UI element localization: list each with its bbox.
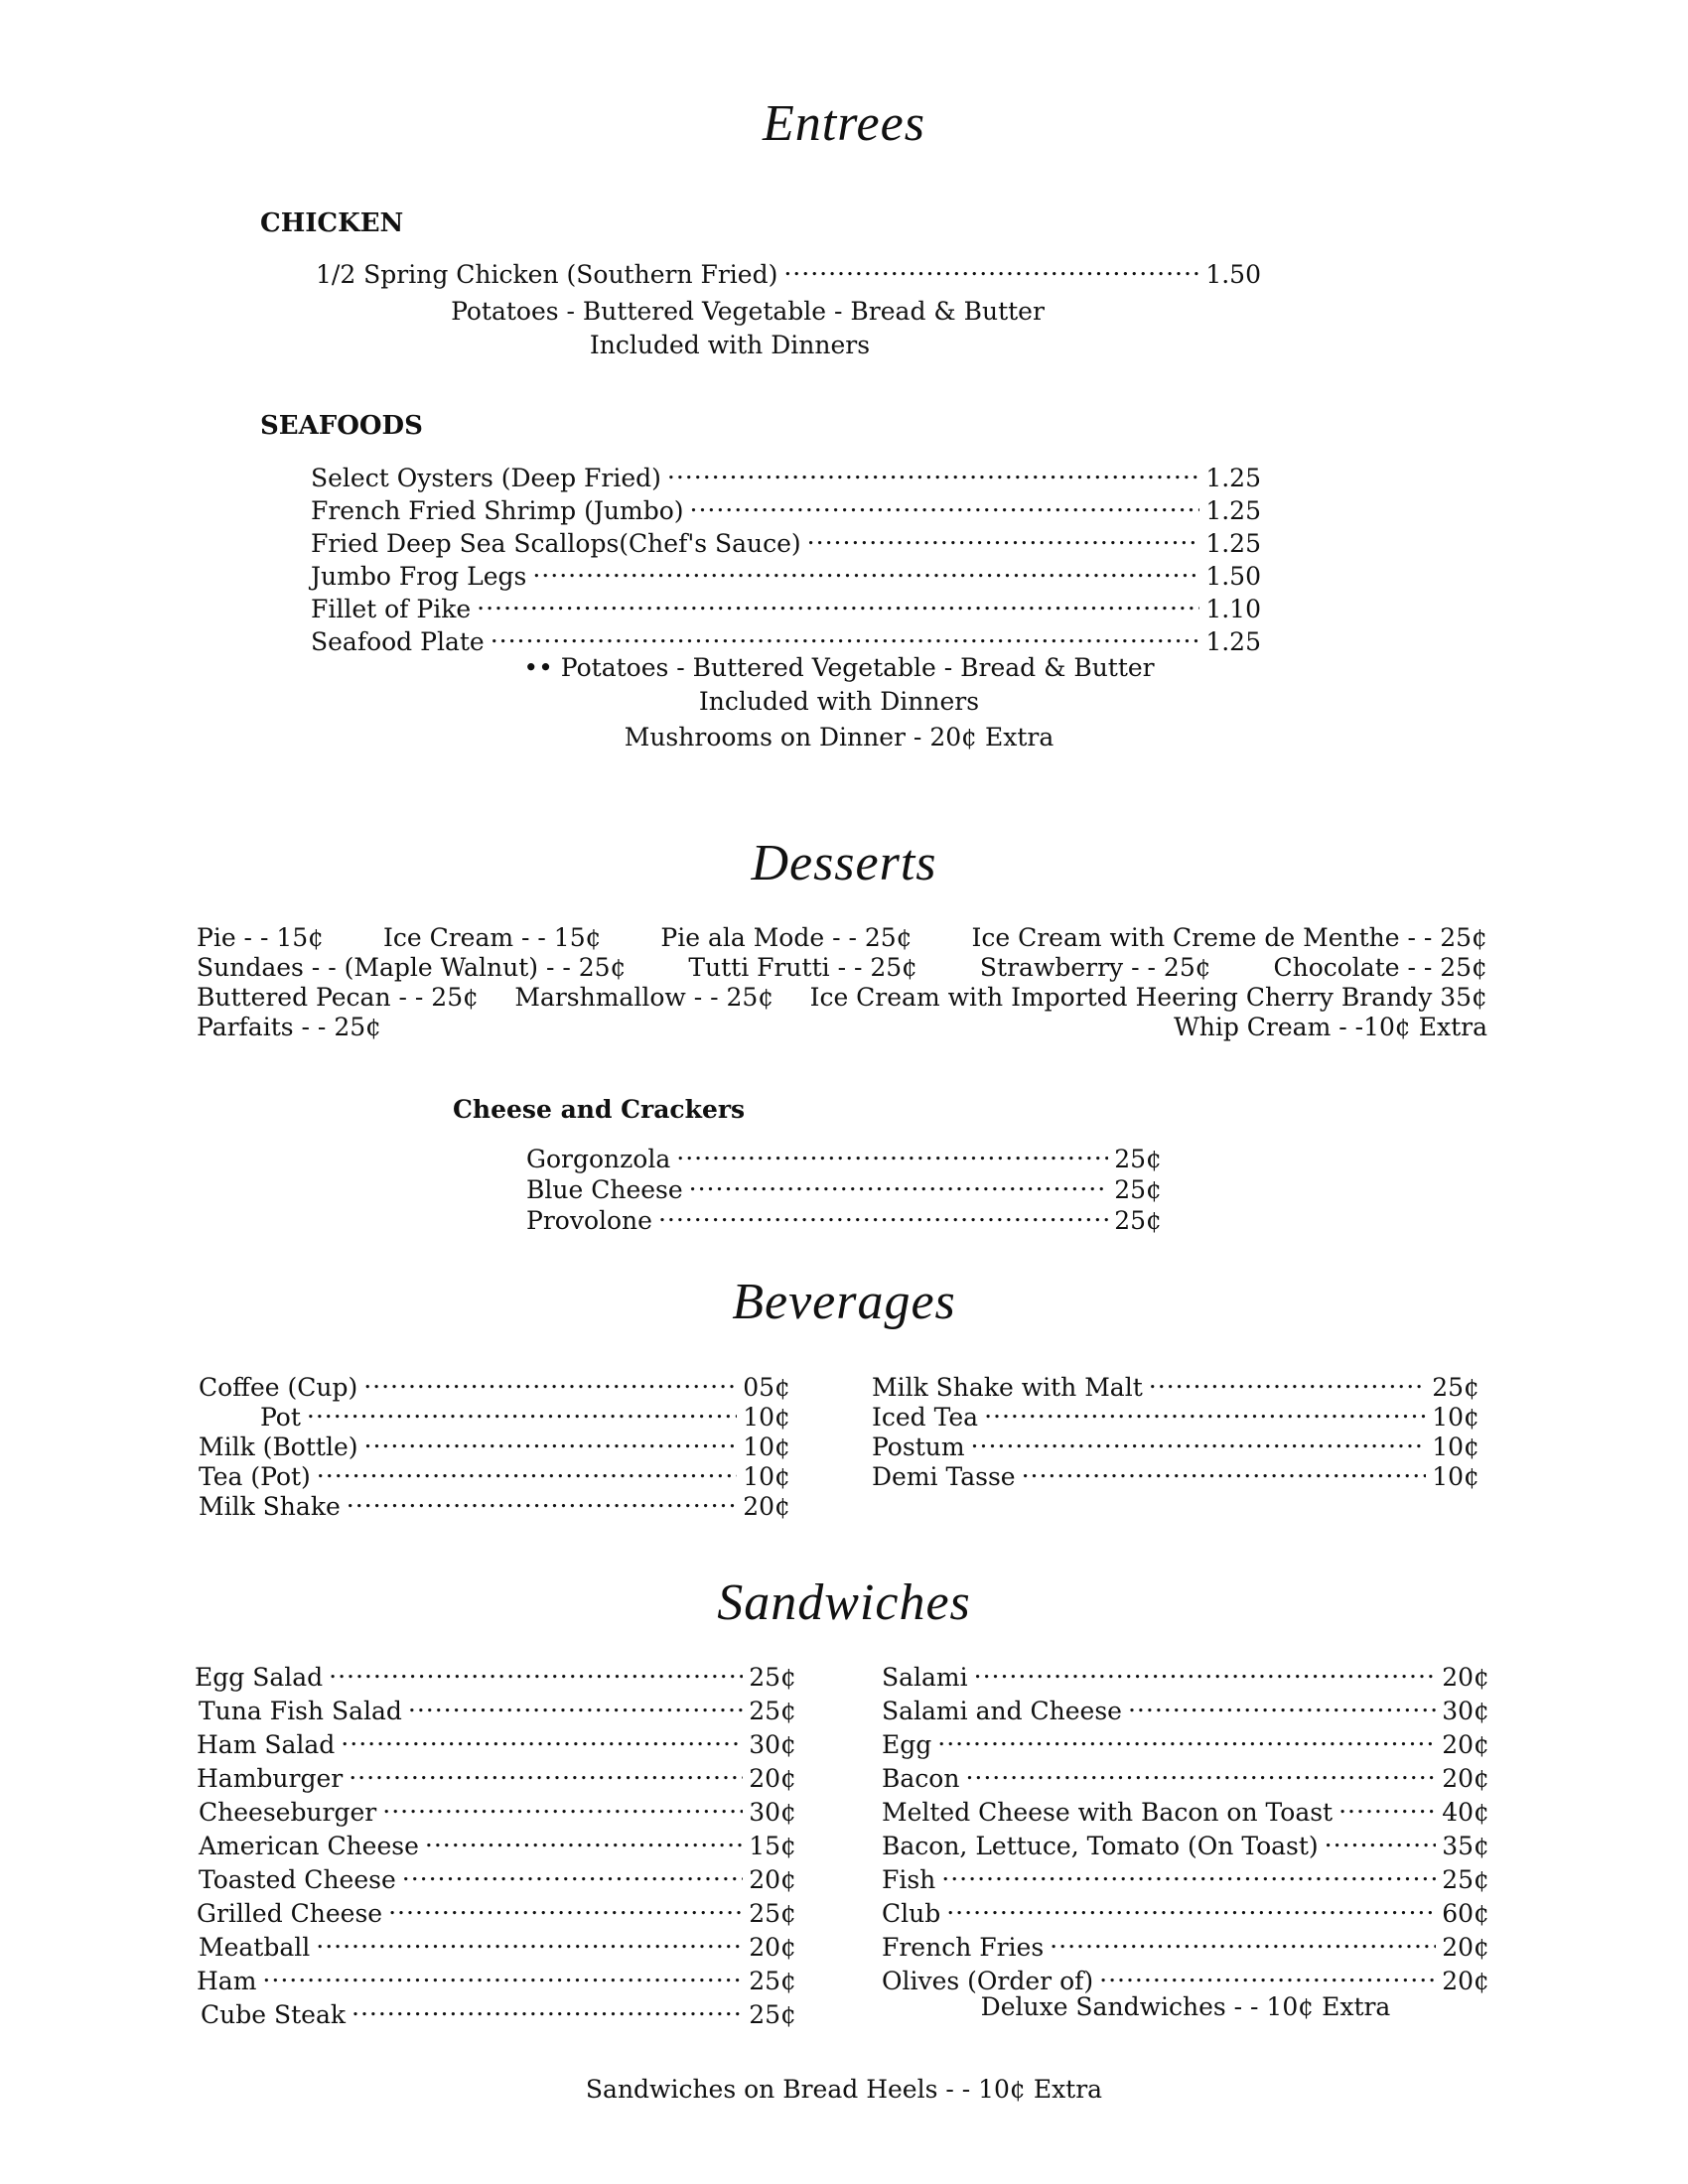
item-name: Melted Cheese with Bacon on Toast	[882, 1798, 1334, 1827]
dot-leader	[347, 1482, 738, 1515]
menu-item	[311, 454, 1261, 492]
item-name: Ham	[197, 1967, 257, 1995]
item-name: French Fries	[882, 1933, 1045, 1962]
menu-item	[199, 1363, 790, 1402]
dot-leader	[1050, 1923, 1436, 1956]
bread-heels-note: Sandwiches on Bread Heels - - 10¢ Extra	[585, 2075, 1103, 2104]
item-price: 20¢	[1442, 1764, 1489, 1793]
item-price: 10¢	[1432, 1403, 1479, 1432]
item-name: Cube Steak	[201, 2000, 346, 2029]
dot-leader	[807, 519, 1200, 552]
dot-leader	[408, 1687, 743, 1719]
chicken-note: Potatoes - Buttered Vegetable - Bread & Butter	[451, 297, 1045, 326]
item-price: 25¢	[749, 1899, 796, 1928]
dot-leader	[965, 1754, 1436, 1787]
menu-item	[882, 1923, 1489, 1962]
dot-leader	[676, 1135, 1108, 1167]
menu-item	[882, 1653, 1489, 1692]
item-name: Egg	[882, 1730, 932, 1759]
item-name: 1/2 Spring Chicken (Southern Fried)	[316, 260, 778, 289]
item-price: 10¢	[743, 1433, 790, 1461]
dessert-item: Buttered Pecan - - 25¢	[197, 983, 480, 1012]
dot-leader	[317, 1452, 737, 1485]
dessert-item: Ice Cream - - 15¢	[382, 923, 602, 952]
dot-leader	[388, 1889, 743, 1922]
dot-leader	[941, 1855, 1436, 1888]
dot-leader	[971, 1423, 1427, 1455]
item-name: Fried Deep Sea Scallops(Chef's Sauce)	[311, 529, 801, 558]
item-name: Postum	[872, 1433, 965, 1461]
dessert-line	[197, 983, 1487, 1013]
item-price: 20¢	[749, 1865, 796, 1894]
menu-item	[872, 1423, 1479, 1461]
item-price: 05¢	[743, 1373, 790, 1402]
item-name: Cheeseburger	[199, 1798, 377, 1827]
item-price: 20¢	[1442, 1967, 1489, 1995]
chicken-heading: CHICKEN	[260, 208, 404, 238]
menu-item	[882, 1822, 1489, 1860]
item-name: Ham Salad	[197, 1730, 336, 1759]
item-price: 1.25	[1205, 464, 1261, 492]
item-price: 20¢	[1442, 1730, 1489, 1759]
seafood-note: Included with Dinners	[698, 687, 980, 716]
menu-item	[872, 1452, 1479, 1491]
item-price: 15¢	[749, 1832, 796, 1860]
item-name: Tuna Fish Salad	[199, 1697, 402, 1725]
item-price: 20¢	[743, 1492, 790, 1521]
item-price: 10¢	[1432, 1462, 1479, 1491]
dot-leader	[262, 1957, 743, 1989]
item-name: Demi Tasse	[872, 1462, 1016, 1491]
item-name: Fillet of Pike	[311, 595, 472, 623]
menu-item	[199, 1788, 796, 1827]
item-name: Seafood Plate	[311, 627, 485, 656]
item-price: 25¢	[1432, 1373, 1479, 1402]
item-name: Jumbo Frog Legs	[311, 562, 527, 591]
menu-item	[882, 1855, 1489, 1894]
dessert-item: Marshmallow - - 25¢	[514, 983, 774, 1012]
dot-leader	[1149, 1363, 1427, 1396]
menu-item	[526, 1165, 1162, 1204]
dessert-line	[197, 1013, 1487, 1042]
entrees-title: Entrees	[763, 95, 925, 152]
item-name: Milk Shake with Malt	[872, 1373, 1143, 1402]
item-name: Provolone	[526, 1206, 652, 1235]
seafood-note: Mushrooms on Dinner - 20¢ Extra	[624, 723, 1055, 751]
dot-leader	[667, 454, 1199, 486]
dot-leader	[307, 1393, 737, 1426]
menu-item	[311, 617, 1261, 656]
item-name: Iced Tea	[872, 1403, 979, 1432]
menu-item	[311, 519, 1261, 558]
item-name: Select Oysters (Deep Fried)	[311, 464, 661, 492]
dot-leader	[783, 250, 1199, 283]
item-price: 10¢	[743, 1403, 790, 1432]
item-price: 10¢	[1432, 1433, 1479, 1461]
dot-leader	[1325, 1822, 1437, 1854]
menu-item	[311, 552, 1261, 591]
menu-item	[882, 1720, 1489, 1759]
dot-leader	[1099, 1957, 1436, 1989]
menu-item	[199, 1822, 796, 1860]
menu-item	[882, 1957, 1489, 1995]
dessert-item: Pie ala Mode - - 25¢	[660, 923, 913, 952]
menu-item	[882, 1687, 1489, 1725]
chicken-note: Included with Dinners	[589, 331, 871, 359]
seafoods-heading: SEAFOODS	[260, 411, 423, 441]
item-price: 1.25	[1205, 529, 1261, 558]
menu-item	[199, 1452, 790, 1491]
item-price: 25¢	[749, 1967, 796, 1995]
menu-item	[526, 1135, 1162, 1173]
dot-leader	[1022, 1452, 1427, 1485]
dessert-item: Whip Cream - -10¢ Extra	[1174, 1013, 1487, 1041]
item-price: 25¢	[749, 1663, 796, 1692]
item-name: Club	[882, 1899, 941, 1928]
dot-leader	[477, 585, 1199, 617]
sandwiches-title: Sandwiches	[717, 1574, 971, 1631]
item-price: 10¢	[743, 1462, 790, 1491]
item-name: American Cheese	[199, 1832, 419, 1860]
item-price: 25¢	[749, 2000, 796, 2029]
item-price: 1.10	[1205, 595, 1261, 623]
dessert-line	[197, 953, 1487, 983]
menu-item	[199, 1855, 796, 1894]
dessert-item: Strawberry - - 25¢	[979, 953, 1211, 982]
menu-item	[526, 1196, 1162, 1235]
seafood-note: •• Potatoes - Buttered Vegetable - Bread & Butter	[523, 653, 1155, 682]
item-name: Gorgonzola	[526, 1145, 671, 1173]
item-name: Hamburger	[197, 1764, 344, 1793]
item-price: 1.50	[1205, 562, 1261, 591]
dessert-item: Chocolate - - 25¢	[1273, 953, 1487, 982]
menu-item	[882, 1889, 1489, 1928]
item-name: Salami and Cheese	[882, 1697, 1122, 1725]
item-price: 30¢	[1442, 1697, 1489, 1725]
item-name: French Fried Shrimp (Jumbo)	[311, 496, 684, 525]
deluxe-note: Deluxe Sandwiches - - 10¢ Extra	[980, 1992, 1391, 2021]
dot-leader	[937, 1720, 1436, 1753]
item-price: 25¢	[749, 1697, 796, 1725]
cheese-heading: Cheese and Crackers	[453, 1095, 746, 1124]
item-price: 60¢	[1442, 1899, 1489, 1928]
menu-item	[260, 1393, 790, 1432]
menu-item	[882, 1788, 1489, 1827]
item-price: 20¢	[749, 1933, 796, 1962]
dot-leader	[341, 1720, 743, 1753]
menu-item	[195, 1653, 796, 1692]
beverages-title: Beverages	[732, 1274, 956, 1330]
menu-item	[316, 250, 1261, 289]
item-name: Egg Salad	[195, 1663, 324, 1692]
dot-leader	[329, 1653, 743, 1686]
item-price: 25¢	[1114, 1145, 1162, 1173]
menu-item	[197, 1754, 796, 1793]
menu-item	[882, 1754, 1489, 1793]
item-name: Salami	[882, 1663, 968, 1692]
menu-item	[872, 1393, 1479, 1432]
dessert-line	[197, 923, 1487, 953]
menu-item	[872, 1363, 1479, 1402]
dessert-item: Sundaes - - (Maple Walnut) - - 25¢	[197, 953, 627, 982]
dot-leader	[690, 486, 1200, 519]
item-price: 1.25	[1205, 627, 1261, 656]
menu-item	[199, 1687, 796, 1725]
item-name: Bacon	[882, 1764, 960, 1793]
dot-leader	[364, 1423, 738, 1455]
dot-leader	[363, 1363, 737, 1396]
menu-item	[199, 1482, 790, 1521]
item-price: 1.50	[1205, 260, 1261, 289]
item-price: 20¢	[749, 1764, 796, 1793]
item-name: Blue Cheese	[526, 1175, 683, 1204]
dot-leader	[946, 1889, 1436, 1922]
dot-leader	[382, 1788, 743, 1821]
dot-leader	[316, 1923, 743, 1956]
item-price: 20¢	[1442, 1663, 1489, 1692]
item-price: 30¢	[749, 1798, 796, 1827]
dessert-item: Ice Cream with Creme de Menthe - - 25¢	[971, 923, 1487, 952]
dot-leader	[349, 1754, 743, 1787]
item-price: 30¢	[749, 1730, 796, 1759]
item-name: Pot	[260, 1403, 301, 1432]
dot-leader	[402, 1855, 744, 1888]
item-name: Bacon, Lettuce, Tomato (On Toast)	[882, 1832, 1319, 1860]
menu-item	[199, 1923, 796, 1962]
dot-leader	[974, 1653, 1437, 1686]
menu-item	[311, 585, 1261, 623]
item-name: Fish	[882, 1865, 936, 1894]
dessert-item: Pie - - 15¢	[197, 923, 325, 952]
item-price: 25¢	[1442, 1865, 1489, 1894]
item-price: 25¢	[1114, 1175, 1162, 1204]
item-name: Tea (Pot)	[199, 1462, 311, 1491]
item-price: 1.25	[1205, 496, 1261, 525]
dot-leader	[491, 617, 1200, 650]
item-price: 35¢	[1442, 1832, 1489, 1860]
dessert-item: Parfaits - - 25¢	[197, 1013, 382, 1041]
dot-leader	[425, 1822, 743, 1854]
dot-leader	[1128, 1687, 1436, 1719]
dot-leader	[1338, 1788, 1436, 1821]
desserts-title: Desserts	[751, 835, 937, 891]
item-price: 20¢	[1442, 1933, 1489, 1962]
dot-leader	[532, 552, 1199, 585]
item-name: Olives (Order of)	[882, 1967, 1094, 1995]
item-name: Grilled Cheese	[197, 1899, 383, 1928]
menu-item	[199, 1423, 790, 1461]
dot-leader	[984, 1393, 1426, 1426]
item-name: Coffee (Cup)	[199, 1373, 358, 1402]
dot-leader	[689, 1165, 1109, 1198]
item-price: 40¢	[1442, 1798, 1489, 1827]
dot-leader	[658, 1196, 1108, 1229]
item-name: Toasted Cheese	[199, 1865, 396, 1894]
item-name: Meatball	[199, 1933, 311, 1962]
menu-item	[201, 1990, 796, 2029]
dessert-item: Tutti Frutti - - 25¢	[688, 953, 918, 982]
item-price: 25¢	[1114, 1206, 1162, 1235]
item-name: Milk (Bottle)	[199, 1433, 358, 1461]
menu-item	[197, 1957, 796, 1995]
menu-item	[197, 1889, 796, 1928]
item-name: Milk Shake	[199, 1492, 341, 1521]
dessert-item: Ice Cream with Imported Heering Cherry Brandy 35¢	[809, 983, 1487, 1012]
menu-item	[197, 1720, 796, 1759]
menu-item	[311, 486, 1261, 525]
dot-leader	[352, 1990, 743, 2023]
